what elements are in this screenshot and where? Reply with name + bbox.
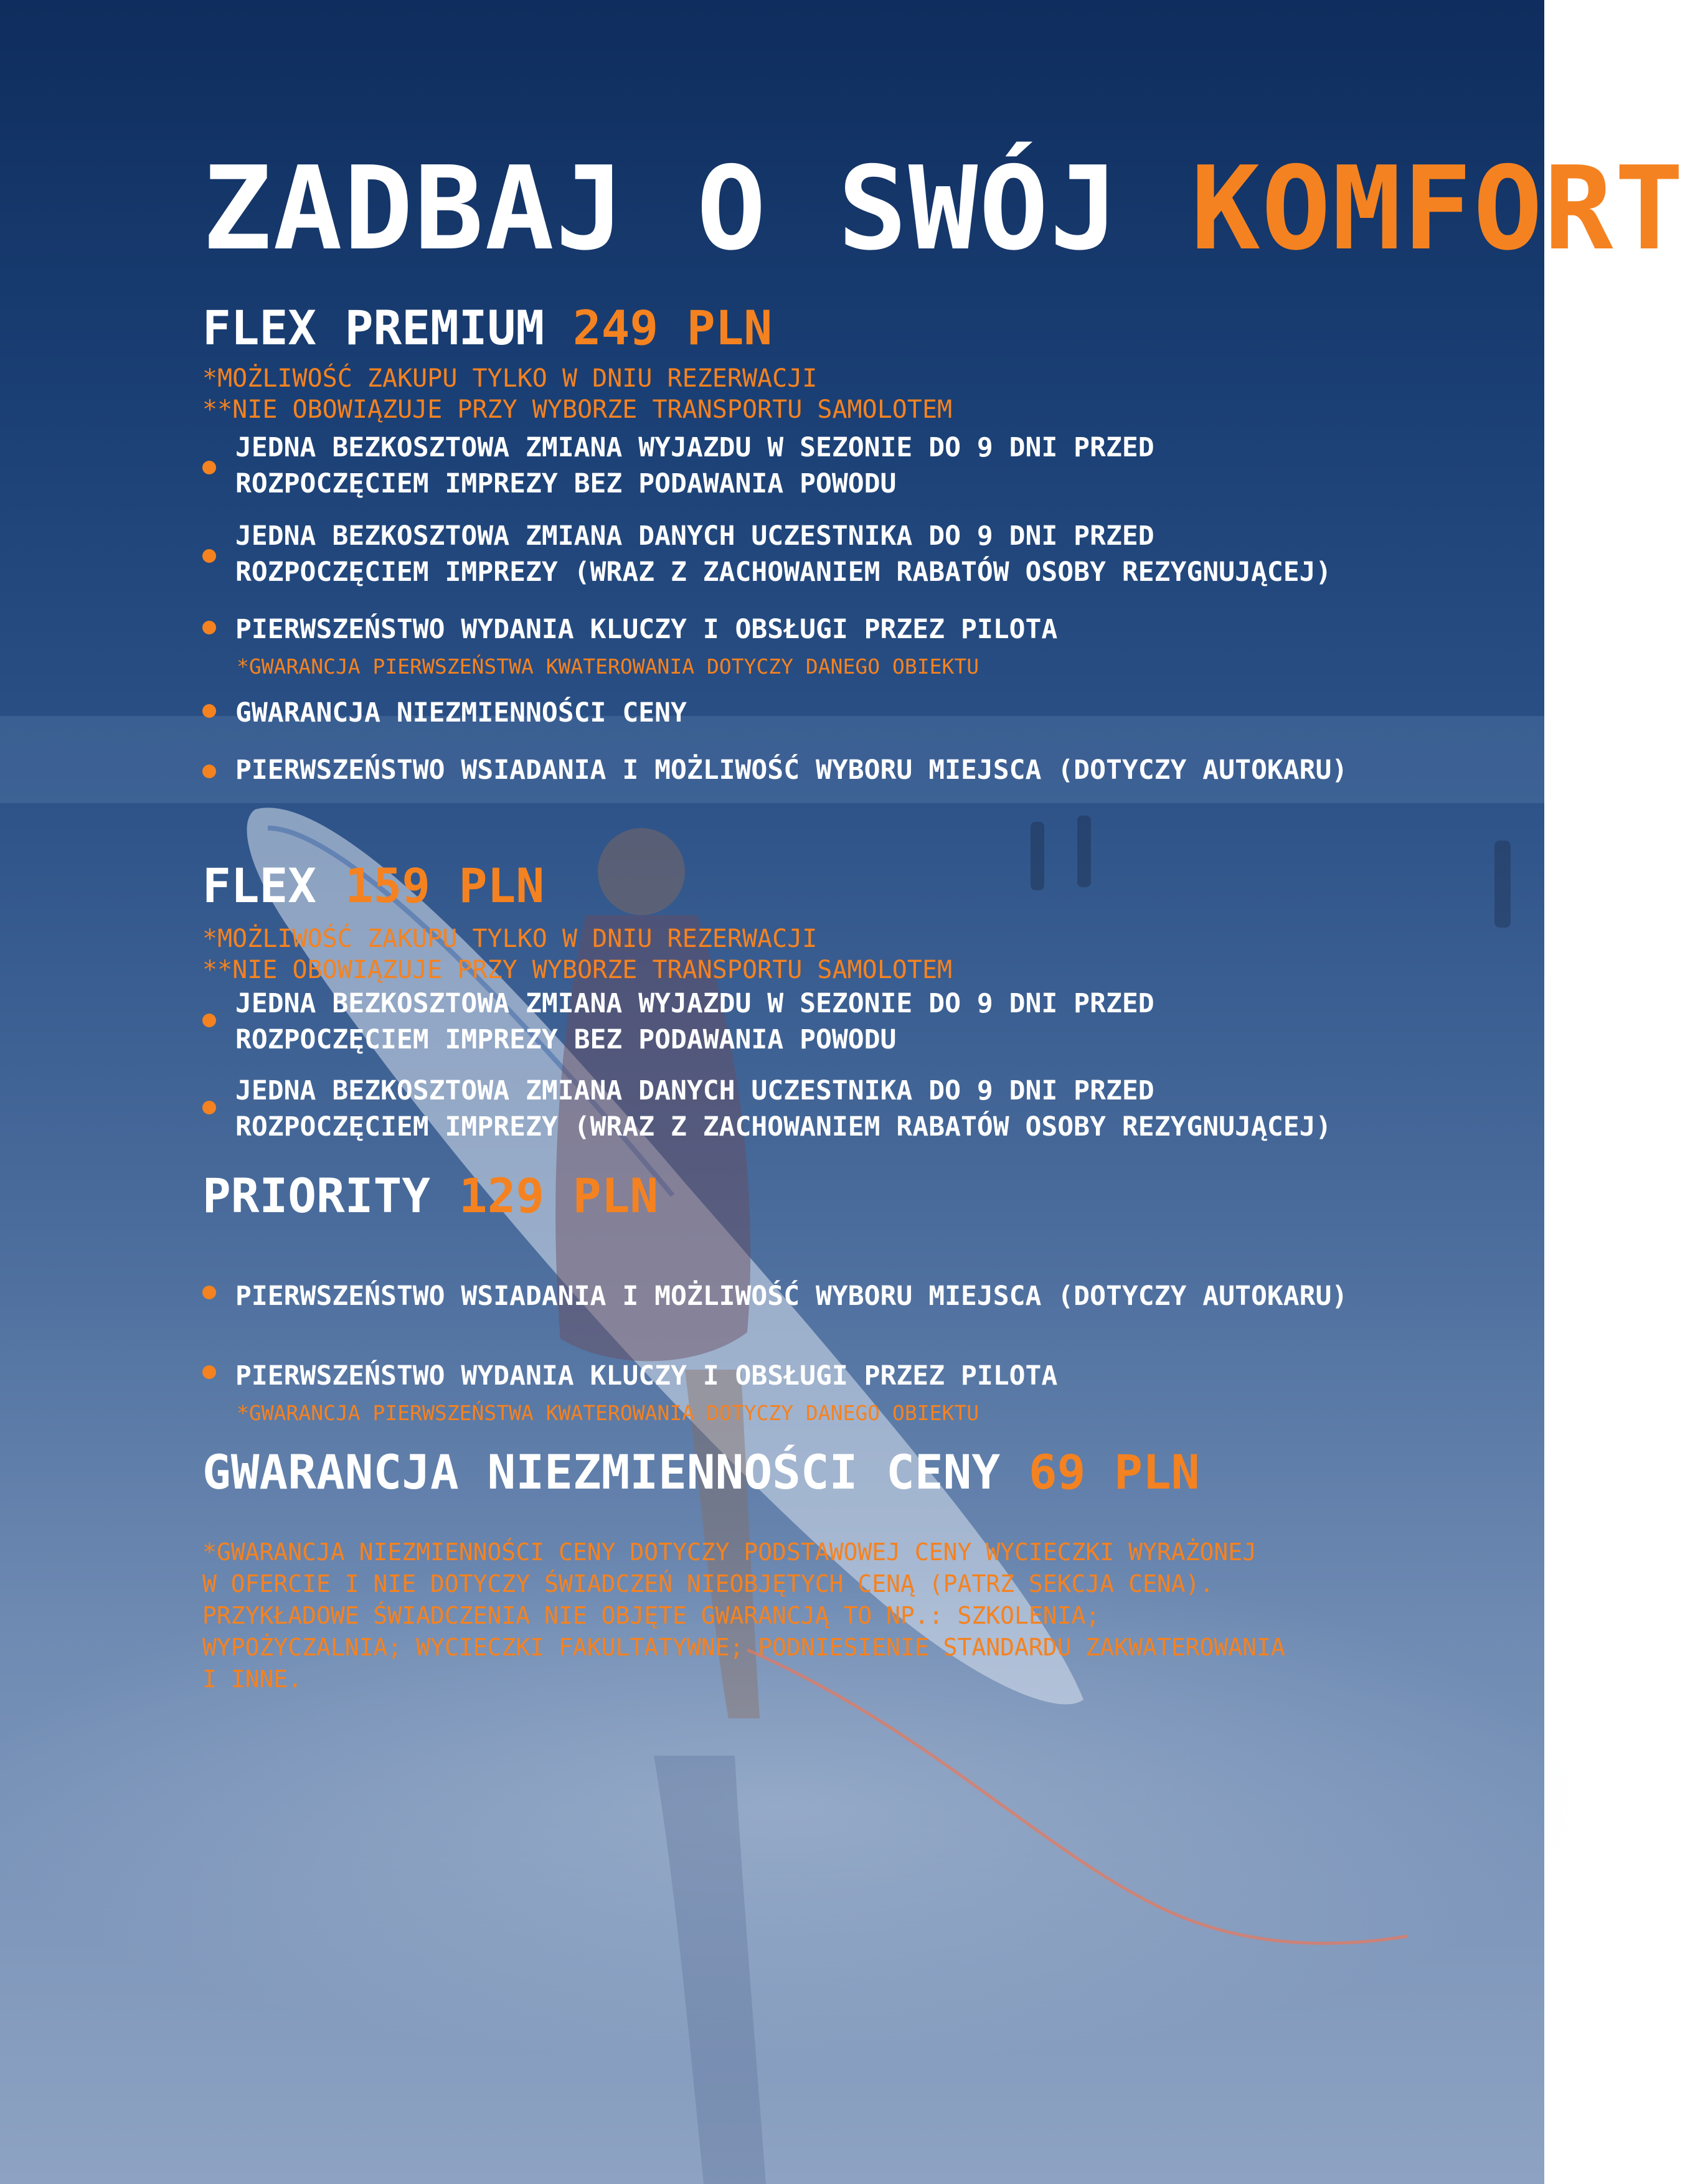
- title-part1: ZADBAJ O SWÓJ: [202, 141, 1191, 276]
- flex-heading: [202, 858, 544, 914]
- flex-premium-heading: [202, 300, 772, 356]
- bullet-icon: [202, 549, 216, 563]
- flex-premium-item-note: *GWARANCJA PIERWSZEŃSTWA KWATEROWANIA DOTYCZY DANEGO OBIEKTU: [237, 654, 979, 679]
- flex-name: FLEX: [202, 858, 345, 913]
- priority-item-text: PIERWSZEŃSTWO WYDANIA KLUCZY I OBSŁUGI PRZEZ PILOTA: [235, 1360, 1058, 1391]
- flex-premium-item-text: JEDNA BEZKOSZTOWA ZMIANA WYJAZDU W SEZONIE DO 9 DNI PRZED ROZPOCZĘCIEM IMPREZY BEZ PODAWANIA POWODU: [235, 432, 1154, 499]
- flex-price: 159 PLN: [344, 858, 545, 913]
- gwarancja-footnote: *GWARANCJA NIEZMIENNOŚCI CENY DOTYCZY PODSTAWOWEJ CENY WYCIECZKI WYRAŻONEJ W OFERCIE I NIE DOTYCZY ŚWIADCZEŃ NIEOBJĘTYCH CENĄ (PATRZ SEKCJA CENA). PRZYKŁADOWE ŚWIADCZENIA NIE OBJĘTE GWARANCJĄ TO NP.: SZKOLENIA; WYPOŻYCZALNIA; WYCIECZKI FAKULTATYWNE; PODNIESIENIE STANDARDU ZAKWATEROWANIA I INNE.: [202, 1538, 1285, 1693]
- flex-premium-item-text: PIERWSZEŃSTWO WSIADANIA I MOŻLIWOŚĆ WYBORU MIEJSCA (DOTYCZY AUTOKARU): [235, 755, 1348, 786]
- priority-name: PRIORITY: [202, 1168, 459, 1223]
- page-title: [202, 141, 1685, 276]
- bullet-icon: [202, 704, 216, 718]
- gwarancja-heading: [202, 1444, 1199, 1500]
- bullet-icon: [202, 765, 216, 778]
- bullet-icon: [202, 1014, 216, 1027]
- flex-premium-price: 249 PLN: [572, 300, 773, 355]
- bullet-icon: [202, 1101, 216, 1114]
- flex-premium-name: FLEX PREMIUM: [202, 300, 573, 355]
- gwarancja-price: 69 PLN: [1028, 1444, 1200, 1500]
- flex-premium-note-2: **NIE OBOWIĄZUJE PRZY WYBORZE TRANSPORTU SAMOLOTEM: [202, 395, 953, 424]
- bullet-icon: [202, 1286, 216, 1299]
- priority-item-text: PIERWSZEŃSTWO WSIADANIA I MOŻLIWOŚĆ WYBORU MIEJSCA (DOTYCZY AUTOKARU): [235, 1281, 1348, 1312]
- flex-premium-item-text: PIERWSZEŃSTWO WYDANIA KLUCZY I OBSŁUGI PRZEZ PILOTA: [235, 614, 1058, 645]
- flex-note-2: **NIE OBOWIĄZUJE PRZY WYBORZE TRANSPORTU SAMOLOTEM: [202, 956, 953, 984]
- bullet-icon: [202, 1365, 216, 1379]
- gwarancja-name: GWARANCJA NIEZMIENNOŚCI CENY: [202, 1444, 1029, 1500]
- bullet-icon: [202, 461, 216, 474]
- flex-note-1: *MOŻLIWOŚĆ ZAKUPU TYLKO W DNIU REZERWACJI: [202, 925, 818, 953]
- flex-premium-item-text: GWARANCJA NIEZMIENNOŚCI CENY: [235, 697, 687, 728]
- flex-premium-note-1: *MOŻLIWOŚĆ ZAKUPU TYLKO W DNIU REZERWACJI: [202, 364, 818, 393]
- flex-premium-item-text: JEDNA BEZKOSZTOWA ZMIANA DANYCH UCZESTNIKA DO 9 DNI PRZED ROZPOCZĘCIEM IMPREZY (WRAZ Z ZACHOWANIEM RABATÓW OSOBY REZYGNUJĄCEJ): [235, 520, 1332, 588]
- title-part2: KOMFORT: [1191, 141, 1685, 276]
- flex-item-text: JEDNA BEZKOSZTOWA ZMIANA WYJAZDU W SEZONIE DO 9 DNI PRZED ROZPOCZĘCIEM IMPREZY BEZ PODAWANIA POWODU: [235, 988, 1154, 1055]
- priority-item-note: *GWARANCJA PIERWSZEŃSTWA KWATEROWANIA DOTYCZY DANEGO OBIEKTU: [237, 1401, 979, 1425]
- priority-price: 129 PLN: [458, 1168, 659, 1223]
- flex-item-text: JEDNA BEZKOSZTOWA ZMIANA DANYCH UCZESTNIKA DO 9 DNI PRZED ROZPOCZĘCIEM IMPREZY (WRAZ Z ZACHOWANIEM RABATÓW OSOBY REZYGNUJĄCEJ): [235, 1075, 1332, 1142]
- priority-heading: [202, 1168, 658, 1224]
- bullet-icon: [202, 621, 216, 634]
